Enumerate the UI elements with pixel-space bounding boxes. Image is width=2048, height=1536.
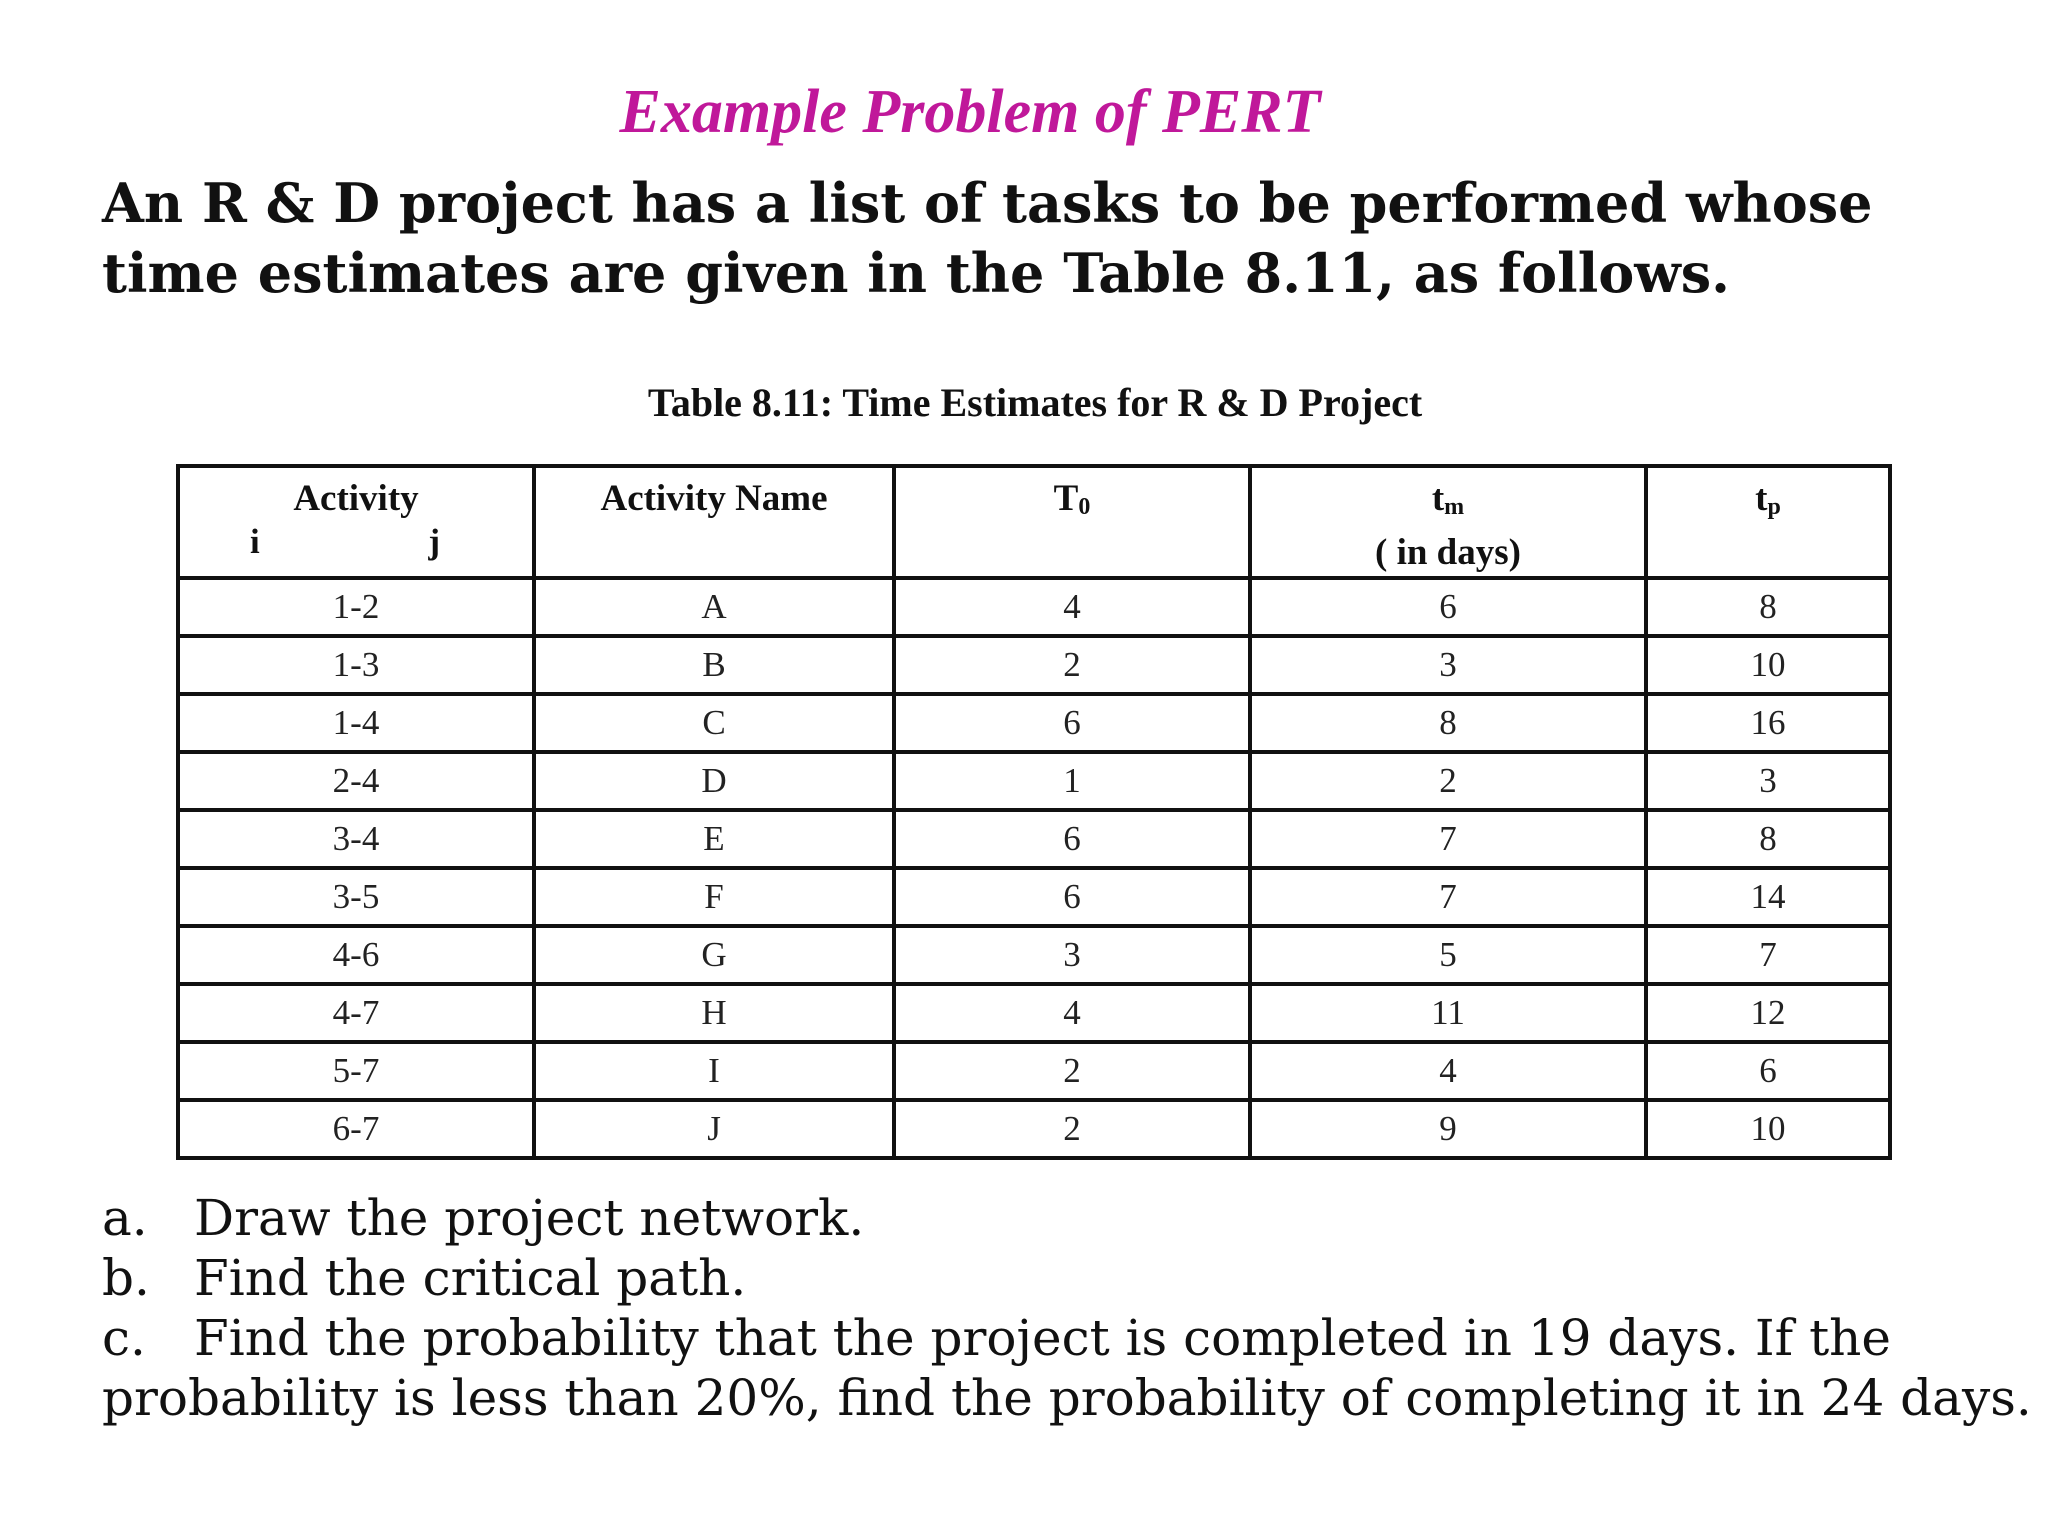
question-c xyxy=(102,1308,1942,1368)
cell-name: J xyxy=(534,1100,894,1158)
cell-to: 6 xyxy=(894,694,1250,752)
header-tm-main: t xyxy=(1431,478,1445,519)
problem-statement: An R & D project has a list of tasks to be performed whose time estimates are given in the Table 8.11, as follows. xyxy=(102,171,1873,305)
cell-to: 2 xyxy=(894,1100,1250,1158)
question-text: Draw the project network. xyxy=(194,1189,865,1247)
question-marker: a. xyxy=(102,1189,148,1247)
table-row xyxy=(178,752,1890,810)
cell-to: 6 xyxy=(894,868,1250,926)
cell-tp: 6 xyxy=(1646,1042,1890,1100)
question-list xyxy=(102,1188,2032,1428)
slide-title: Example Problem of PERT xyxy=(619,78,1321,146)
table-row xyxy=(178,694,1890,752)
header-to xyxy=(894,466,1250,578)
cell-to: 1 xyxy=(894,752,1250,810)
cell-tp: 14 xyxy=(1646,868,1890,926)
header-to-sub: 0 xyxy=(1078,494,1091,520)
table-row xyxy=(178,578,1890,636)
cell-name: B xyxy=(534,636,894,694)
table-caption: Table 8.11: Time Estimates for R & D Project xyxy=(647,380,1423,425)
header-tm-sub: m xyxy=(1444,494,1465,520)
cell-tm: 8 xyxy=(1250,694,1646,752)
cell-tm: 11 xyxy=(1250,984,1646,1042)
table-row xyxy=(178,926,1890,984)
cell-name: G xyxy=(534,926,894,984)
cell-tp: 10 xyxy=(1646,636,1890,694)
cell-tp: 16 xyxy=(1646,694,1890,752)
header-activity-ij xyxy=(180,522,532,562)
question-a xyxy=(102,1188,1942,1248)
cell-activity: 1-2 xyxy=(178,578,534,636)
table-header-row xyxy=(178,466,1890,578)
cell-to: 2 xyxy=(894,1042,1250,1100)
table-row xyxy=(178,636,1890,694)
header-tm xyxy=(1250,466,1646,578)
cell-tm: 4 xyxy=(1250,1042,1646,1100)
table-row xyxy=(178,984,1890,1042)
cell-activity: 1-4 xyxy=(178,694,534,752)
header-activity-label: Activity xyxy=(293,478,419,519)
cell-activity: 4-7 xyxy=(178,984,534,1042)
cell-activity: 4-6 xyxy=(178,926,534,984)
cell-to: 2 xyxy=(894,636,1250,694)
table-row xyxy=(178,1042,1890,1100)
header-activity-name: Activity Name xyxy=(534,466,894,578)
cell-tm: 6 xyxy=(1250,578,1646,636)
header-tp xyxy=(1646,466,1890,578)
cell-to: 4 xyxy=(894,984,1250,1042)
header-activity-i: i xyxy=(250,522,260,561)
cell-tp: 3 xyxy=(1646,752,1890,810)
question-marker: c. xyxy=(102,1309,146,1367)
cell-activity: 3-5 xyxy=(178,868,534,926)
cell-tm: 5 xyxy=(1250,926,1646,984)
cell-activity: 5-7 xyxy=(178,1042,534,1100)
cell-tm: 9 xyxy=(1250,1100,1646,1158)
question-text: Find the probability that the project is completed in 19 days. If the xyxy=(194,1309,1891,1367)
header-activity xyxy=(178,466,534,578)
cell-tm: 2 xyxy=(1250,752,1646,810)
cell-name: F xyxy=(534,868,894,926)
cell-activity: 1-3 xyxy=(178,636,534,694)
question-b xyxy=(102,1248,1942,1308)
cell-name: D xyxy=(534,752,894,810)
cell-activity: 3-4 xyxy=(178,810,534,868)
table-row xyxy=(178,1100,1890,1158)
cell-tp: 7 xyxy=(1646,926,1890,984)
header-tm-unit: ( in days) xyxy=(1375,532,1521,573)
header-activity-j: j xyxy=(428,522,440,561)
cell-tp: 8 xyxy=(1646,810,1890,868)
cell-name: A xyxy=(534,578,894,636)
question-marker: b. xyxy=(102,1249,150,1307)
cell-tm: 7 xyxy=(1250,868,1646,926)
cell-to: 3 xyxy=(894,926,1250,984)
cell-tp: 10 xyxy=(1646,1100,1890,1158)
table-row xyxy=(178,868,1890,926)
header-tp-main: t xyxy=(1755,478,1768,519)
table-row xyxy=(178,810,1890,868)
time-estimates-table xyxy=(176,464,1892,1160)
cell-tm: 7 xyxy=(1250,810,1646,868)
cell-activity: 2-4 xyxy=(178,752,534,810)
question-c-continuation: probability is less than 20%, find the probability of completing it in 24 days. xyxy=(102,1369,2032,1427)
header-to-main: T xyxy=(1053,478,1079,519)
cell-activity: 6-7 xyxy=(178,1100,534,1158)
cell-name: E xyxy=(534,810,894,868)
cell-to: 6 xyxy=(894,810,1250,868)
header-tp-sub: p xyxy=(1767,494,1781,520)
cell-name: I xyxy=(534,1042,894,1100)
cell-name: C xyxy=(534,694,894,752)
cell-to: 4 xyxy=(894,578,1250,636)
cell-tp: 12 xyxy=(1646,984,1890,1042)
question-text: Find the critical path. xyxy=(194,1249,747,1307)
cell-tp: 8 xyxy=(1646,578,1890,636)
cell-tm: 3 xyxy=(1250,636,1646,694)
cell-name: H xyxy=(534,984,894,1042)
